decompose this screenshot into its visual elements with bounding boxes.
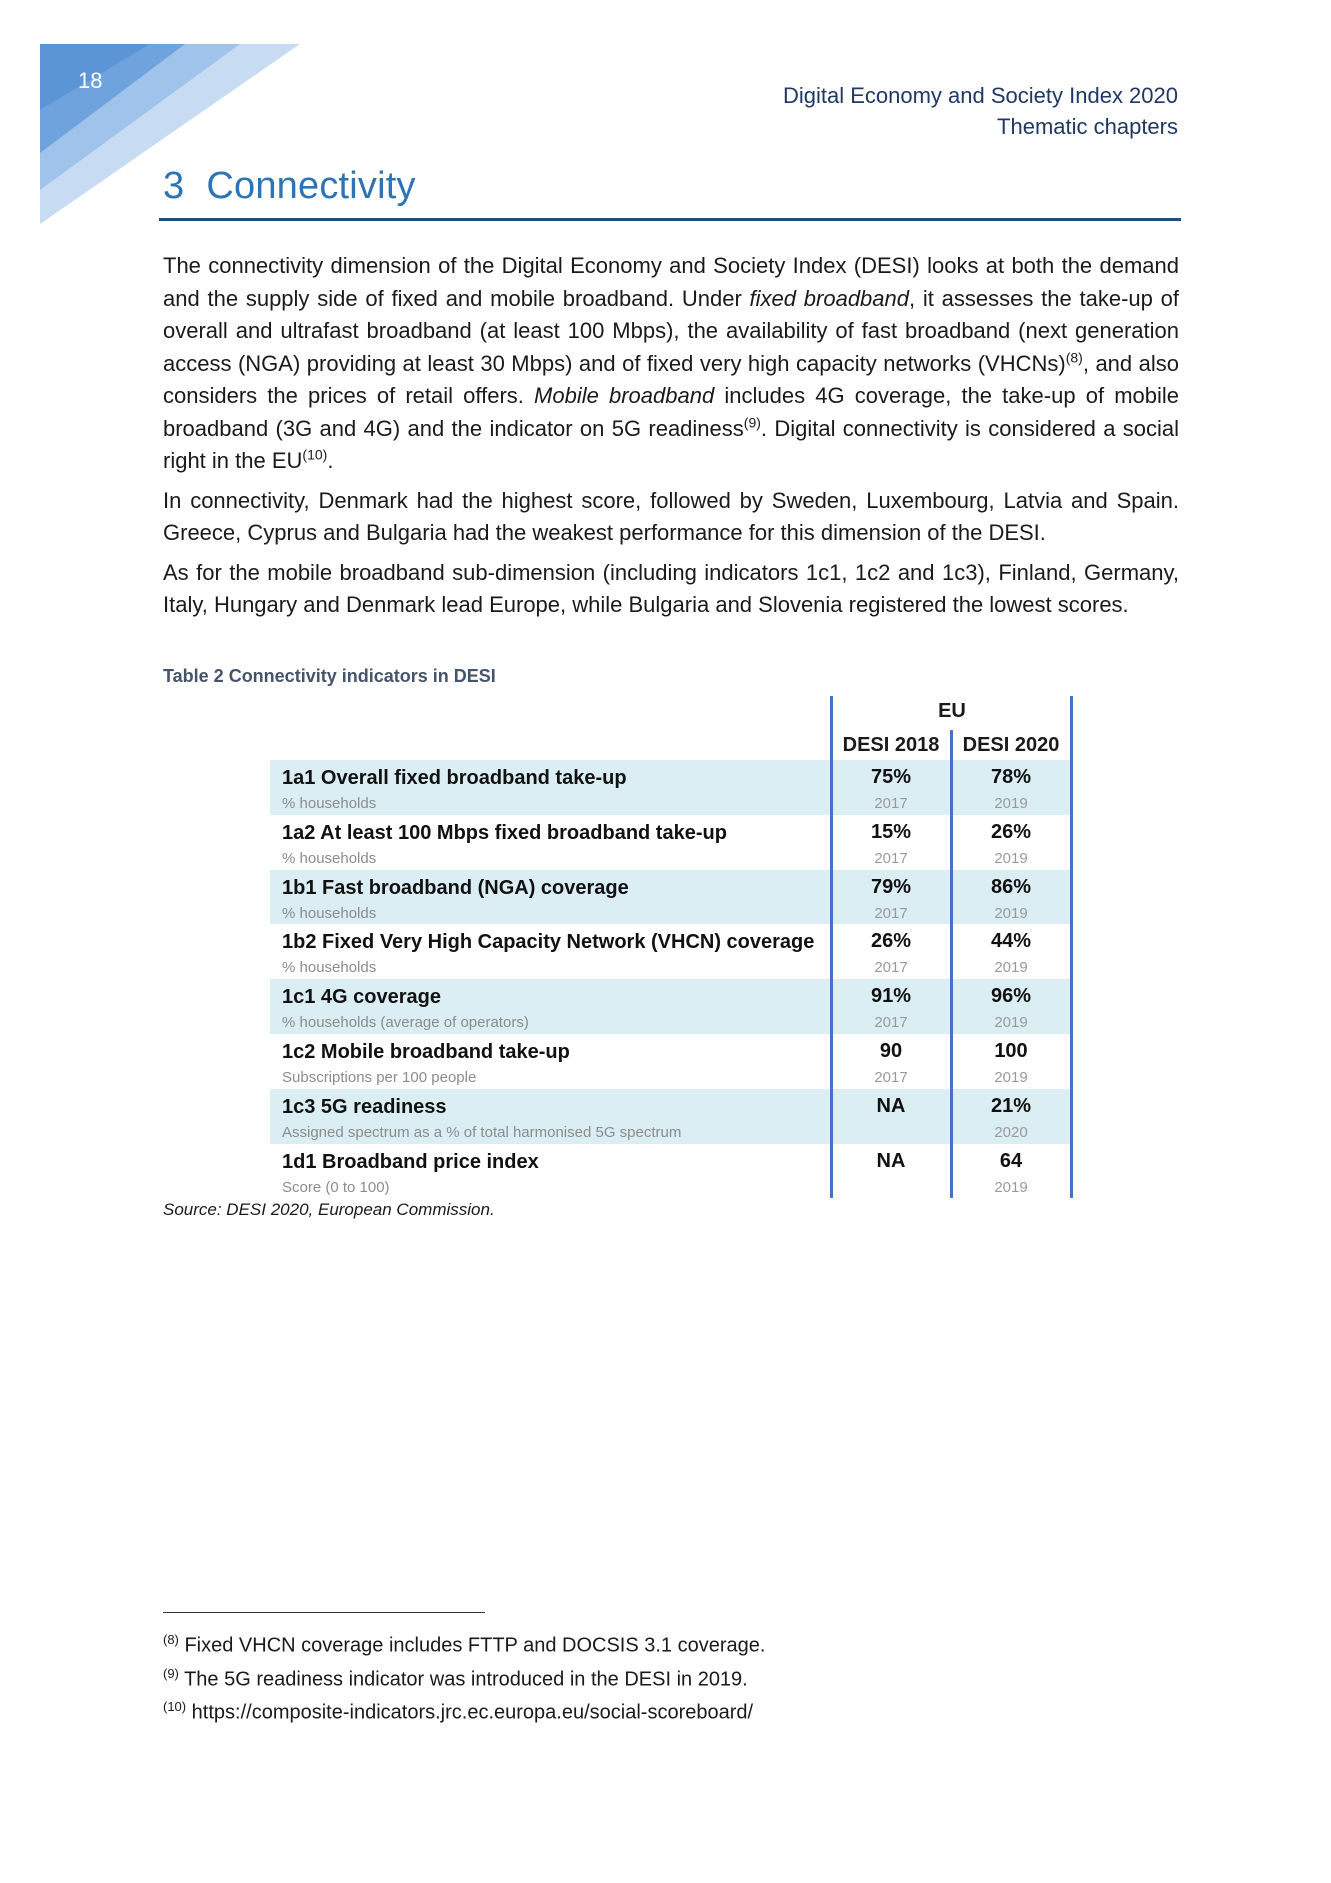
footnote-ref-8[interactable]: (8) xyxy=(1065,349,1083,366)
year-2020: 2019 xyxy=(994,1178,1028,1196)
p1-part-d: includes 4G coverage, the take-up of mobile broadband (3G and 4G) and the indicator on 5G readiness xyxy=(163,383,1179,441)
year-2018: 2017 xyxy=(874,795,908,812)
footnote-text: The 5G readiness indicator was introduced in the DESI in 2019. xyxy=(178,1668,748,1691)
value-2020: 86% xyxy=(990,875,1032,898)
column-header-desi-2018: DESI 2018 xyxy=(842,734,940,756)
year-2020: 2019 xyxy=(994,904,1028,922)
value-2018: 26% xyxy=(870,930,912,953)
indicator-unit: % households xyxy=(282,849,377,867)
value-2018: 90 xyxy=(879,1039,903,1062)
p1-part-a: The connectivity dimension of the Digital Economy and Society Index (DESI) looks at both the demand and the supply side of fixed and mobile broadband. Under xyxy=(163,253,1179,311)
p1-part-f: . xyxy=(327,448,334,473)
p1-part-b: , it assesses the take-up of overall and ultrafast broadband (at least 100 Mbps), the availability of fast broadband (next generation access (NGA) providing at least 30 Mbps) and of fixed very high capacity networks (VHCNs) xyxy=(163,285,1179,376)
p1-mobile-broadband-em: Mobile broadband xyxy=(534,383,715,408)
value-2018: 75% xyxy=(870,766,912,788)
footnote-link[interactable]: https://composite-indicators.jrc.ec.europa.eu/social-scoreboard/ xyxy=(186,1701,754,1724)
title-rule xyxy=(159,218,1181,221)
value-2018: 15% xyxy=(870,820,912,843)
year-2020: 2019 xyxy=(994,1068,1028,1086)
chapter-title-text: Connectivity xyxy=(206,165,416,207)
year-2018: 2017 xyxy=(874,904,908,922)
value-2020: 26% xyxy=(990,820,1032,843)
year-2020: 2019 xyxy=(994,1014,1028,1032)
year-2018: 2017 xyxy=(874,1014,908,1032)
indicator-unit: % households xyxy=(282,795,377,812)
table-rule-left xyxy=(830,696,833,1198)
indicator-name: 1c2 Mobile broadband take-up xyxy=(282,1040,570,1063)
year-2020: 2019 xyxy=(994,849,1028,867)
indicator-unit: Score (0 to 100) xyxy=(282,1178,390,1196)
year-2018: 2017 xyxy=(874,959,908,977)
footnote-mark: (9) xyxy=(163,1665,179,1681)
chapter-number: 3 xyxy=(163,165,185,207)
value-2018: NA xyxy=(876,1149,906,1172)
paragraph-2: In connectivity, Denmark had the highest score, followed by Sweden, Luxembourg, Latvia and Spain. Greece, Cyprus and Bulgaria had the weakest performance for this dimension of the DESI. xyxy=(163,487,1179,545)
value-2020: 64 xyxy=(999,1149,1023,1172)
running-head-line-2: Thematic chapters xyxy=(997,114,1178,139)
footnote-ref-9[interactable]: (9) xyxy=(743,414,761,431)
paragraph-1 xyxy=(163,250,1179,478)
footnote-mark: (8) xyxy=(163,1632,179,1647)
page-number: 18 xyxy=(78,68,103,93)
indicator-unit: Assigned spectrum as a % of total harmonised 5G spectrum xyxy=(282,1123,682,1141)
year-2020: 2019 xyxy=(994,959,1028,977)
value-2020: 21% xyxy=(990,1094,1032,1117)
value-2018: 91% xyxy=(870,985,912,1008)
running-head xyxy=(783,80,1178,142)
footnote-8 xyxy=(163,1626,765,1660)
indicator-unit: Subscriptions per 100 people xyxy=(282,1068,477,1086)
footnote-10 xyxy=(163,1693,765,1727)
footnote-9 xyxy=(163,1660,765,1694)
indicator-name: 1b2 Fixed Very High Capacity Network (VHCN) coverage xyxy=(282,931,815,954)
value-2020: 44% xyxy=(990,930,1032,953)
p1-part-c: , and also considers the prices of retail offers. xyxy=(163,350,1179,408)
table-rule-right xyxy=(1070,696,1073,1198)
indicator-name: 1c3 5G readiness xyxy=(282,1095,447,1118)
running-head-line-1: Digital Economy and Society Index 2020 xyxy=(782,83,1178,108)
body-text xyxy=(163,250,1179,629)
chapter-title xyxy=(163,165,416,208)
table-caption: Table 2 Connectivity indicators in DESI xyxy=(163,666,496,686)
year-2020: 2020 xyxy=(994,1123,1028,1141)
value-2018: NA xyxy=(876,1094,906,1117)
year-2018: 2017 xyxy=(874,1068,908,1086)
indicator-name: 1a2 At least 100 Mbps fixed broadband take-up xyxy=(282,821,727,844)
footnote-ref-10[interactable]: (10) xyxy=(302,446,328,463)
indicator-name: 1c1 4G coverage xyxy=(282,986,441,1009)
value-2020: 78% xyxy=(990,766,1032,788)
year-2020: 2019 xyxy=(994,795,1028,812)
column-header-desi-2020: DESI 2020 xyxy=(962,734,1060,756)
footnote-text: Fixed VHCN coverage includes FTTP and DOCSIS 3.1 coverage. xyxy=(178,1634,766,1657)
year-2018: 2017 xyxy=(874,849,908,867)
p1-part-e: . Digital connectivity is considered a social right in the EU xyxy=(163,415,1179,473)
footnotes xyxy=(163,1626,765,1727)
value-2020: 96% xyxy=(990,985,1032,1008)
p1-fixed-broadband-em: fixed broadband xyxy=(749,285,909,311)
indicator-unit: % households xyxy=(282,959,377,977)
table-source: Source: DESI 2020, European Commission. xyxy=(163,1200,495,1219)
value-2020: 100 xyxy=(994,1039,1028,1062)
indicator-name: 1d1 Broadband price index xyxy=(282,1150,539,1173)
indicator-unit: % households (average of operators) xyxy=(282,1014,529,1032)
footnote-rule xyxy=(163,1612,485,1613)
paragraph-3: As for the mobile broadband sub-dimension (including indicators 1c1, 1c2 and 1c3), Finland, Germany, Italy, Hungary and Denmark lead Europe, while Bulgaria and Slovenia registered the lowest scores. xyxy=(163,559,1179,617)
indicator-name: 1a1 Overall fixed broadband take-up xyxy=(282,767,627,789)
table-group-header: EU xyxy=(938,700,966,722)
value-2018: 79% xyxy=(870,875,912,898)
indicator-unit: % households xyxy=(282,904,377,922)
table-rule-middle xyxy=(950,730,953,1198)
footnote-mark: (10) xyxy=(163,1699,187,1715)
indicator-name: 1b1 Fast broadband (NGA) coverage xyxy=(282,876,629,899)
